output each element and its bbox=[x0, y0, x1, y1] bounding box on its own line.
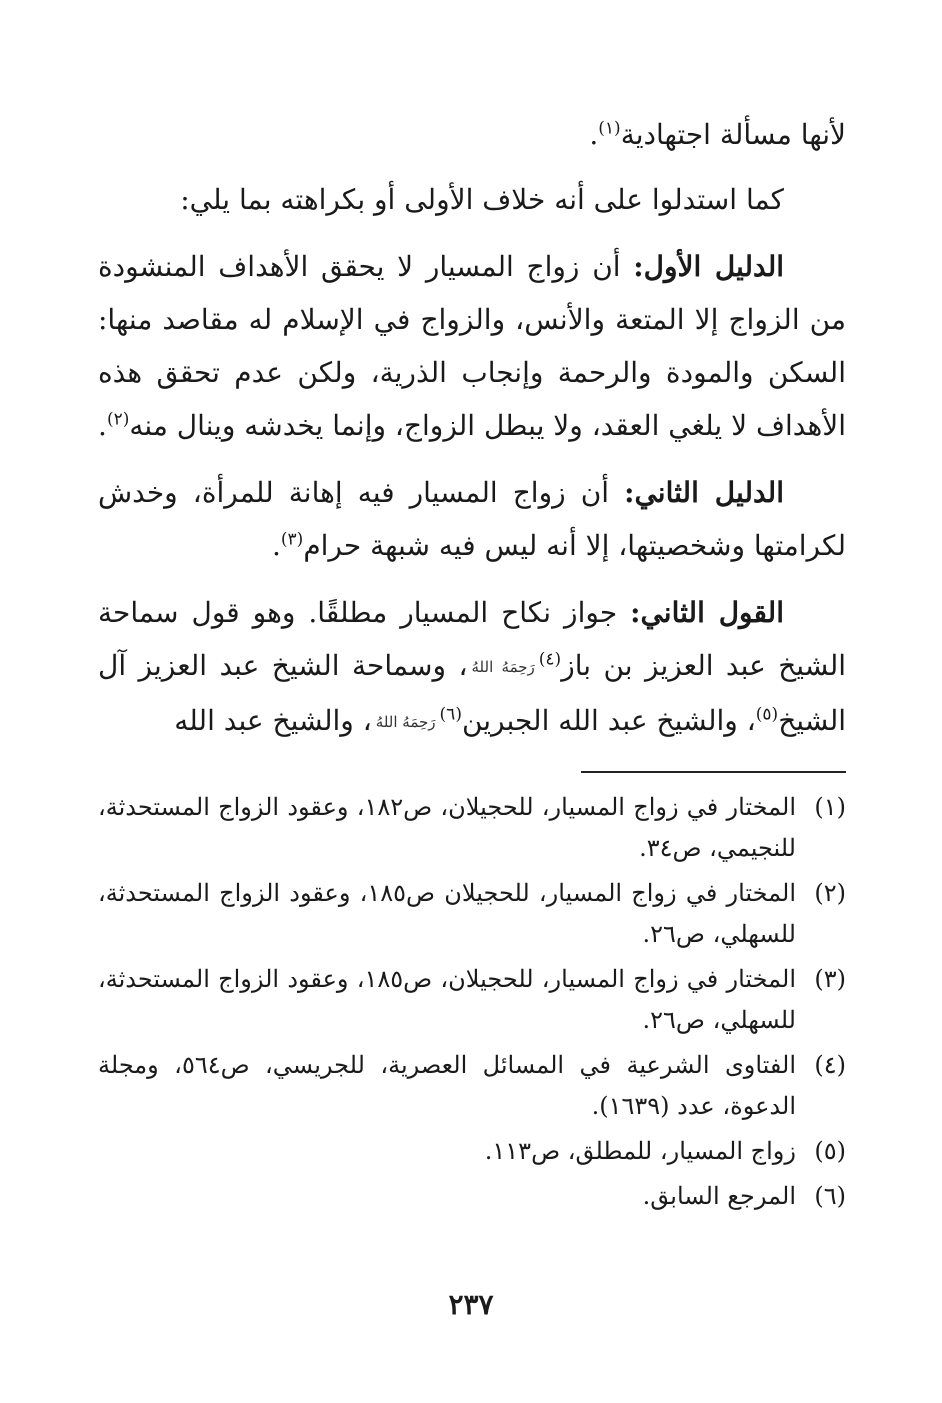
footnote-ref-4[interactable]: (٤) bbox=[538, 649, 562, 670]
paragraph-second-opinion bbox=[98, 586, 846, 749]
footnote-number: (٣) bbox=[814, 965, 846, 993]
footnote-number: (٤) bbox=[814, 1051, 846, 1079]
footnote-6 bbox=[98, 1176, 846, 1217]
footnote-ref-5[interactable]: (٥) bbox=[755, 704, 779, 725]
first-evidence-end: . bbox=[98, 409, 107, 442]
page-content bbox=[98, 108, 846, 1221]
paragraph-first-evidence bbox=[98, 240, 846, 452]
footnote-2 bbox=[98, 873, 846, 955]
footnote-number: (٦) bbox=[814, 1182, 846, 1210]
footnote-3 bbox=[98, 959, 846, 1041]
paragraph-2 bbox=[98, 173, 846, 226]
footnote-text: المختار في زواج المسيار، للحجيلان، ص١٨٢، وعقود الزواج المستحدثة، للنجيمي، ص٣٤. bbox=[98, 793, 796, 862]
second-opinion-label: القول الثاني: bbox=[630, 596, 784, 629]
paragraph-1 bbox=[98, 108, 846, 161]
footnote-number: (٥) bbox=[814, 1137, 846, 1165]
second-opinion-text-c: ، والشيخ عبد الله الجبرين bbox=[461, 704, 756, 737]
paragraph-1-end: . bbox=[589, 118, 599, 151]
footnote-ref-3[interactable]: (٣) bbox=[280, 529, 304, 550]
footnote-4 bbox=[98, 1045, 846, 1127]
first-evidence-text: أن زواج المسيار لا يحقق الأهداف المنشودة من الزواج إلا المتعة والأنس، والزواج في الإسلام له مقاصد منها: السكن والمودة والرحمة وإنجاب الذرية، ولكن عدم تحقق هذه الأهداف لا يلغي العقد، ولا يبطل الزواج، وإنما يخدشه وينال منه bbox=[98, 250, 846, 442]
footnote-text: المرجع السابق. bbox=[642, 1182, 796, 1210]
footnote-1 bbox=[98, 787, 846, 869]
second-opinion-text-d: ، والشيخ عبد الله bbox=[174, 704, 372, 737]
page-number: ٢٣٧ bbox=[448, 1288, 494, 1321]
rahimahullah-glyph: رَحِمَهُ اللهُ bbox=[471, 658, 535, 676]
footnote-ref-1[interactable]: (١) bbox=[598, 118, 621, 139]
footnote-5 bbox=[98, 1131, 846, 1172]
footnote-ref-6[interactable]: (٦) bbox=[439, 704, 462, 725]
first-evidence-label: الدليل الأول: bbox=[633, 250, 785, 283]
footnote-text: المختار في زواج المسيار، للحجيلان، ص١٨٥، وعقود الزواج المستحدثة، للسهلي، ص٢٦. bbox=[98, 965, 796, 1034]
footnotes bbox=[98, 787, 846, 1217]
footnote-text: المختار في زواج المسيار، للحجيلان ص١٨٥، وعقود الزواج المستحدثة، للسهلي، ص٢٦. bbox=[98, 879, 796, 948]
second-opinion-text-a: جواز نكاح المسيار مطلقًا. وهو قول سماحة الشيخ عبد العزيز بن باز bbox=[98, 596, 847, 682]
paragraph-1-text: لأنها مسألة اجتهادية bbox=[620, 118, 846, 151]
rahimahullah-glyph-2: رَحِمَهُ اللهُ bbox=[375, 713, 436, 731]
footnote-number: (٢) bbox=[814, 879, 846, 907]
second-opinion-text-b: ، وسماحة الشيخ عبد العزيز آل الشيخ bbox=[98, 649, 846, 737]
second-evidence-label: الدليل الثاني: bbox=[624, 476, 784, 509]
footnote-ref-2[interactable]: (٢) bbox=[106, 409, 130, 430]
footnote-text: زواج المسيار، للمطلق، ص١١٣. bbox=[484, 1137, 796, 1165]
second-evidence-text: أن زواج المسيار فيه إهانة للمرأة، وخدش لكرامتها وشخصيتها، إلا أنه ليس فيه شبهة حرام bbox=[98, 476, 846, 562]
footnote-separator bbox=[581, 771, 846, 773]
paragraph-second-evidence bbox=[98, 466, 846, 572]
second-evidence-end: . bbox=[271, 529, 281, 562]
paragraph-2-text: كما استدلوا على أنه خلاف الأولى أو بكراهته بما يلي: bbox=[180, 183, 784, 216]
footnote-text: الفتاوى الشرعية في المسائل العصرية، للجريسي، ص٥٦٤، ومجلة الدعوة، عدد (١٦٣٩). bbox=[98, 1051, 796, 1120]
footnote-number: (١) bbox=[814, 793, 846, 821]
